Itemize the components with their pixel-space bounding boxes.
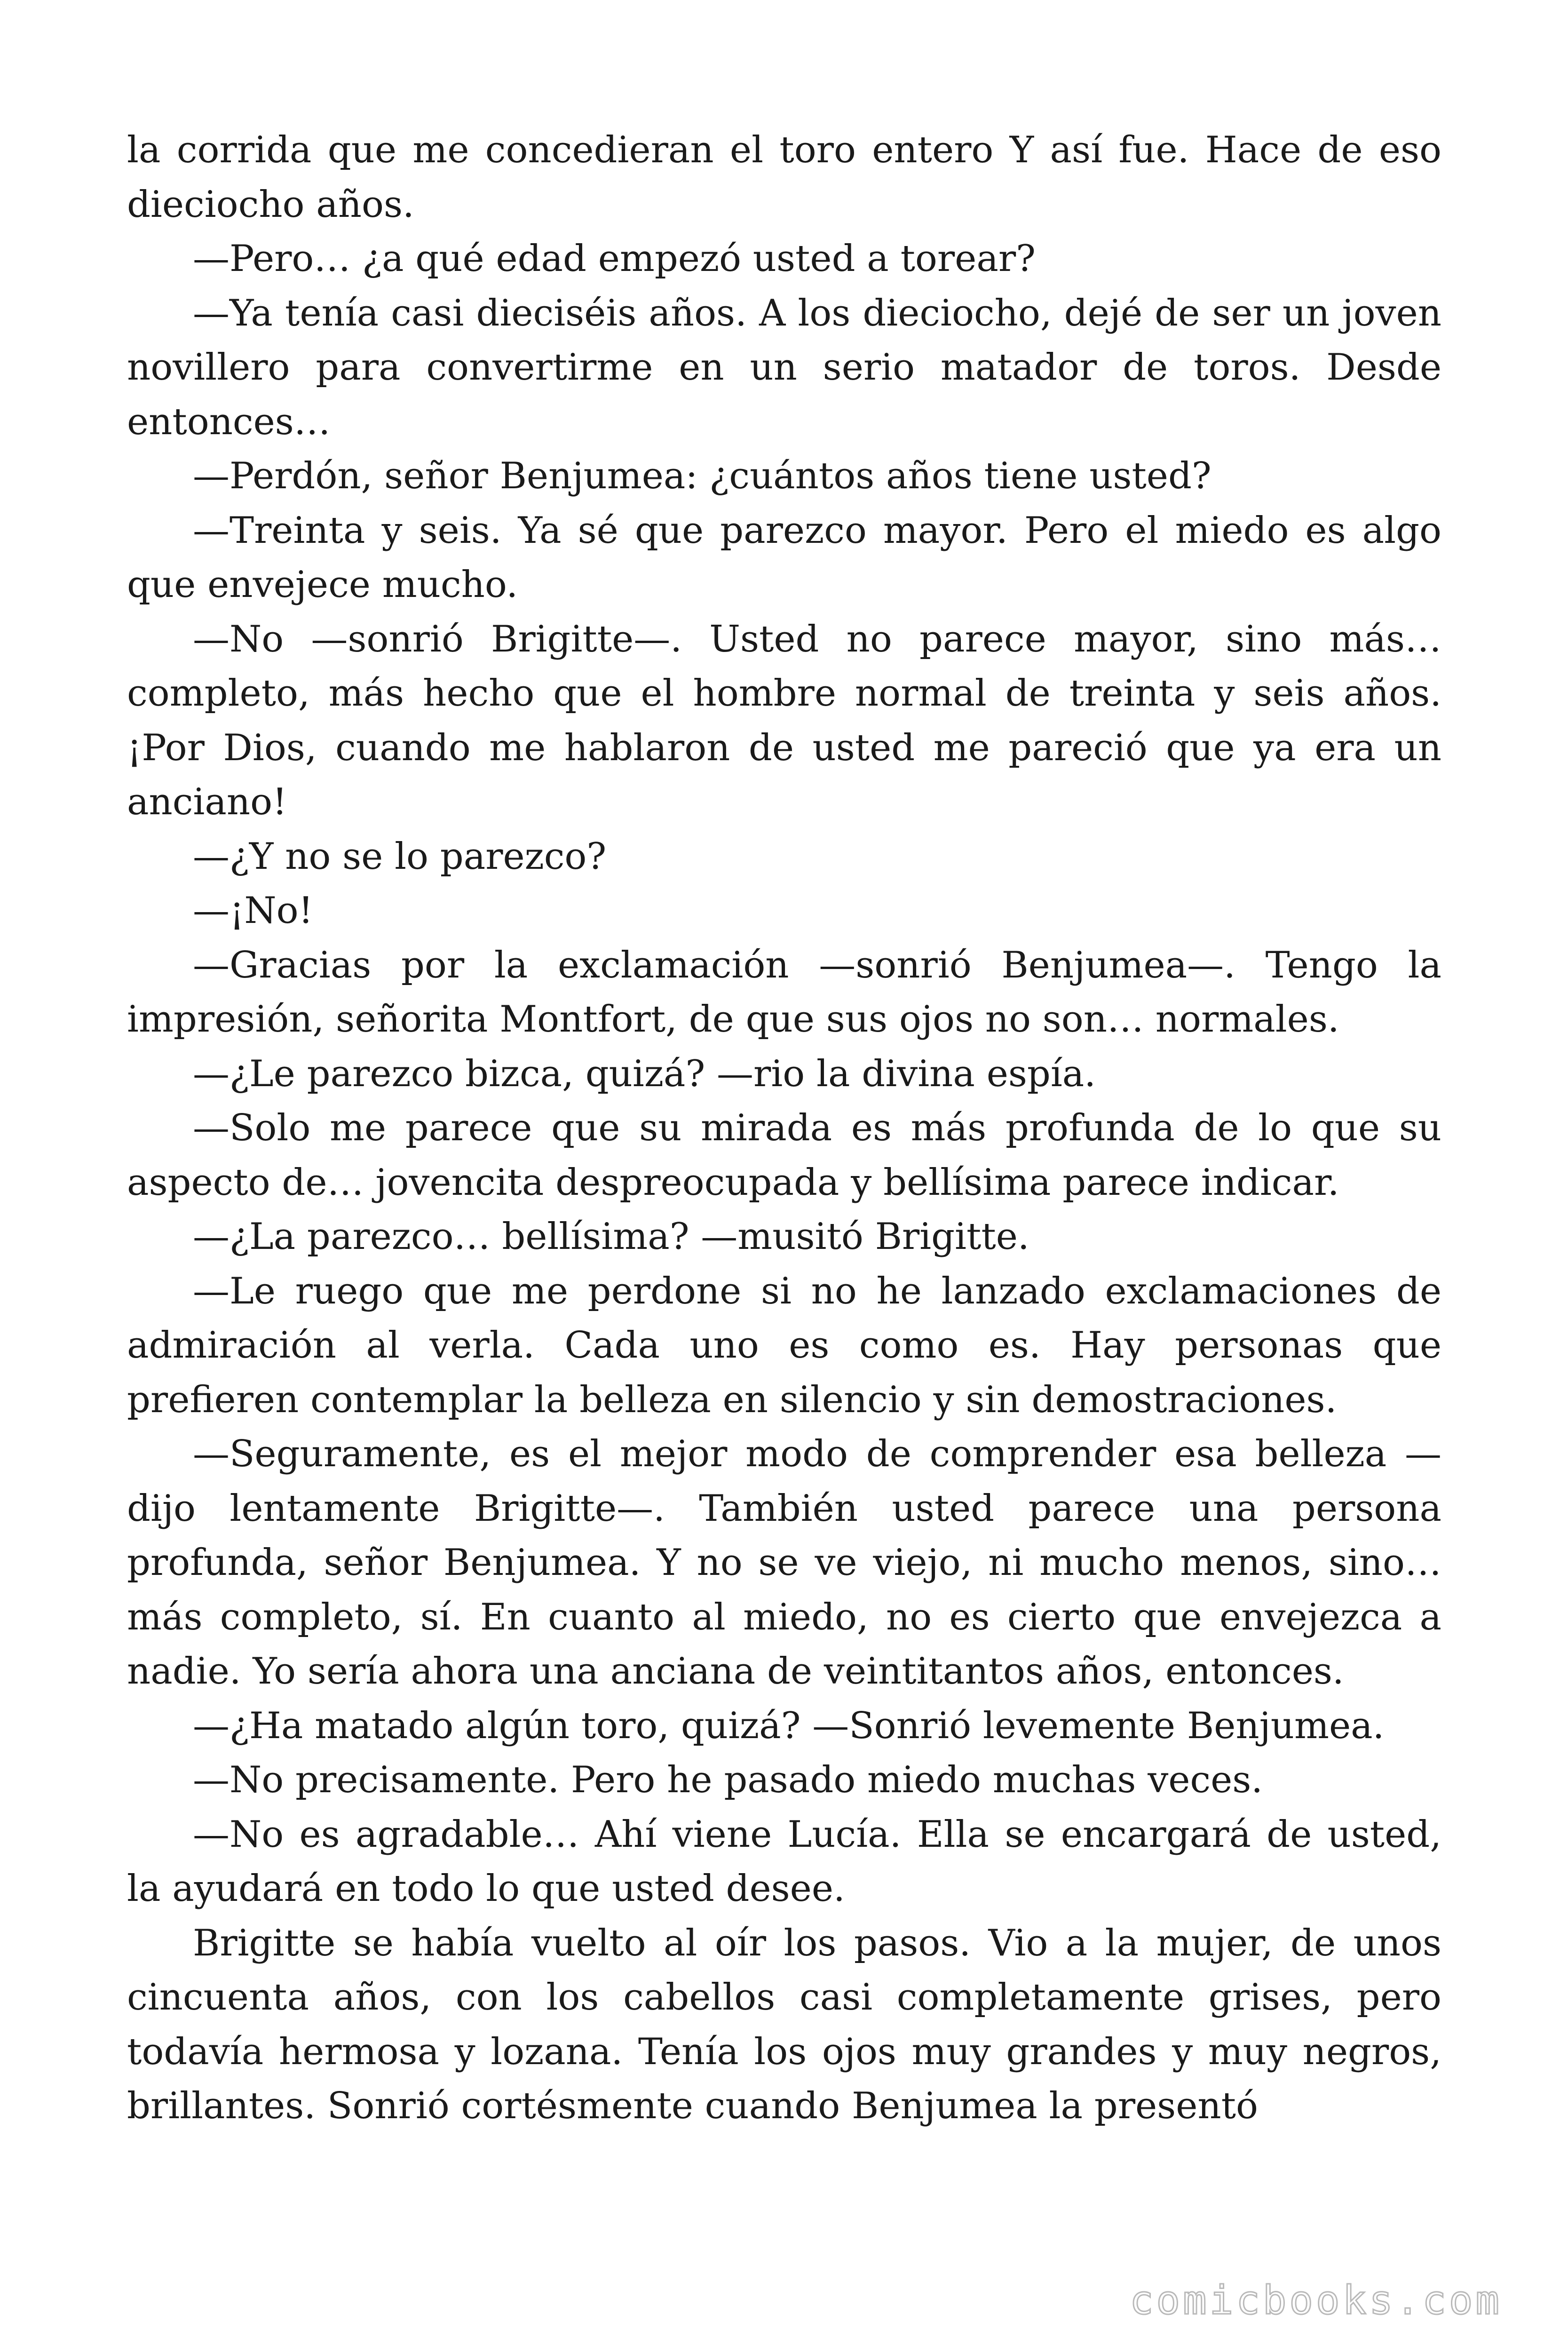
paragraph-7: —¿Y no se lo parezco?: [193, 835, 607, 878]
paragraph-15: —¿Ha matado algún toro, quizá? —Sonrió levemente Benjumea.: [193, 1704, 1385, 1747]
paragraph-2: —Pero… ¿a qué edad empezó usted a torear?: [193, 238, 1036, 280]
page-text: [127, 123, 1441, 2134]
paragraph-13: —Le ruego que me perdone si no he lanzado exclamaciones de admiración al verla. Cada uno es como es. Hay personas que prefieren contemplar la belleza en silencio y sin demostraciones.: [127, 1270, 1441, 1421]
paragraph-4: —Perdón, señor Benjumea: ¿cuántos años tiene usted?: [193, 455, 1212, 497]
paragraph-12: —¿La parezco… bellísima? —musitó Brigitte.: [193, 1216, 1029, 1258]
paragraph-16: —No precisamente. Pero he pasado miedo muchas veces.: [193, 1759, 1263, 1801]
paragraph-3: —Ya tenía casi dieciséis años. A los dieciocho, dejé de ser un joven novillero para convertirme en un serio matador de toros. Desde entonces…: [127, 292, 1441, 443]
paragraph-9: —Gracias por la exclamación —sonrió Benjumea—. Tengo la impresión, señorita Montfort, de que sus ojos no son… normales.: [127, 944, 1441, 1041]
paragraph-14: —Seguramente, es el mejor modo de comprender esa belleza —dijo lentamente Brigitte—. También usted parece una persona profunda, señor Benjumea. Y no se ve viejo, ni mucho menos, sino… más completo, sí. En cuanto al miedo, no es cierto que envejezca a nadie. Yo sería ahora una anciana de veintitantos años, entonces.: [127, 1433, 1441, 1692]
paragraph-6: —No —sonrió Brigitte—. Usted no parece mayor, sino más… completo, más hecho que el hombre normal de treinta y seis años. ¡Por Dios, cuando me hablaron de usted me pareció que ya era un anciano!: [127, 618, 1441, 823]
paragraph-8: —¡No!: [193, 890, 313, 932]
paragraph-5: —Treinta y seis. Ya sé que parezco mayor. Pero el miedo es algo que envejece mucho.: [127, 509, 1441, 606]
paragraph-1: la corrida que me concedieran el toro entero Y así fue. Hace de eso dieciocho años.: [127, 129, 1441, 226]
paragraph-11: —Solo me parece que su mirada es más profunda de lo que su aspecto de… jovencita despreocupada y bellísima parece indicar.: [127, 1107, 1441, 1204]
watermark: comicbooks.com: [1129, 2277, 1502, 2323]
paragraph-17: —No es agradable… Ahí viene Lucía. Ella se encargará de usted, la ayudará en todo lo que usted desee.: [127, 1813, 1441, 1910]
paragraph-18: Brigitte se había vuelto al oír los pasos. Vio a la mujer, de unos cincuenta años, con los cabellos casi completamente grises, pero todavía hermosa y lozana. Tenía los ojos muy grandes y muy negros, brillantes. Sonrió cortésmente cuando Benjumea la presentó: [127, 1922, 1441, 2127]
paragraph-10: —¿Le parezco bizca, quizá? —rio la divina espía.: [193, 1052, 1096, 1095]
